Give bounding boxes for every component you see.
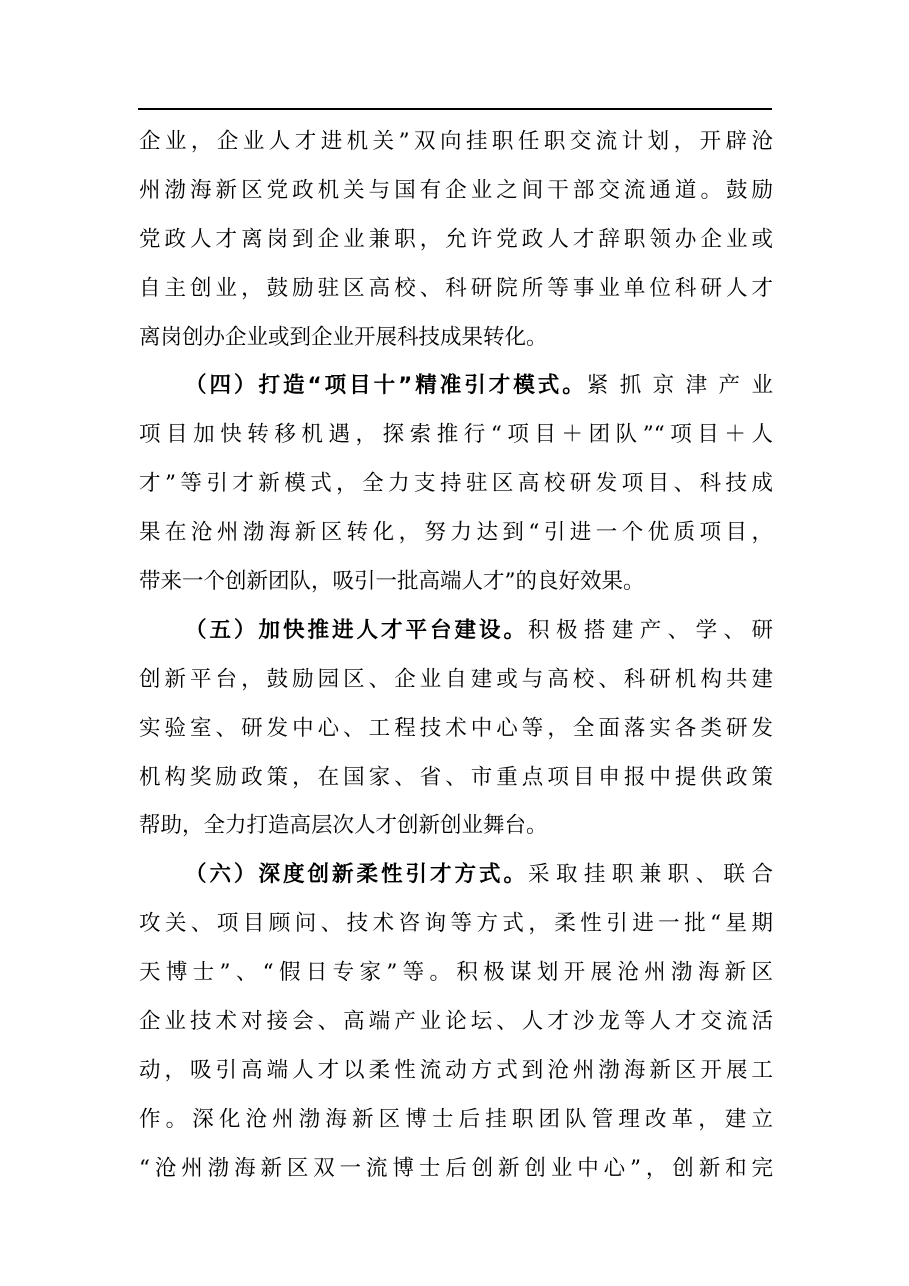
line-text: 天博士”、“假日专家”等。积极谋划开展沧州渤海新区 — [139, 960, 773, 986]
text-line — [139, 998, 773, 1047]
header-rule — [138, 108, 772, 110]
line-text: 才”等引才新模式，全力支持驻区高校研发项目、科技成 — [139, 471, 773, 497]
line-text: 紧抓京津产业 — [586, 373, 773, 399]
line-text: 企业，企业人才进机关”双向挂职任职交流计划，开辟沧 — [139, 129, 773, 154]
text-line — [139, 314, 773, 363]
line-text: 果在沧州渤海新区转化，努力达到“引进一个优质项目， — [139, 520, 773, 546]
text-line — [139, 656, 773, 705]
line-text: 帮助，全力打造高层次人才创新创业舞台。 — [139, 813, 548, 839]
section-heading: （五）加快推进人才平台建设。 — [185, 617, 529, 643]
text-line — [139, 802, 773, 851]
text-line — [139, 509, 773, 558]
paragraph — [139, 118, 773, 362]
line-text: 作。深化沧州渤海新区博士后挂职团队管理改革，建立 — [139, 1106, 773, 1132]
paragraph — [139, 607, 773, 851]
paragraph — [139, 851, 773, 1193]
text-line — [139, 362, 773, 411]
text-line — [139, 118, 773, 167]
line-text: 实验室、研发中心、工程技术中心等，全面落实各类研发 — [139, 715, 773, 741]
line-text: 攻关、项目顾问、技术咨询等方式，柔性引进一批“星期 — [139, 911, 773, 937]
text-line — [139, 949, 773, 998]
text-line — [139, 216, 773, 265]
text-line — [139, 1145, 773, 1194]
line-text: 离岗创办企业或到企业开展科技成果转化。 — [139, 324, 548, 350]
section-heading: （四）打造“项目十”精准引才模式。 — [185, 373, 587, 399]
line-text: 机构奖励政策，在国家、省、市重点项目申报中提供政策 — [139, 764, 773, 790]
text-line — [139, 411, 773, 460]
line-text: 动，吸引高端人才以柔性流动方式到沧州渤海新区开展工 — [139, 1057, 773, 1083]
text-line — [139, 851, 773, 900]
line-text: “沧州渤海新区双一流博士后创新创业中心”，创新和完 — [139, 1155, 773, 1181]
paragraph — [139, 362, 773, 606]
line-text: 自主创业，鼓励驻区高校、科研院所等事业单位科研人才 — [139, 275, 773, 301]
section-heading: （六）深度创新柔性引才方式。 — [185, 862, 529, 888]
line-text: 采取挂职兼职、联合 — [528, 862, 773, 888]
text-line — [139, 265, 773, 314]
line-text: 积极搭建产、学、研 — [528, 617, 773, 643]
text-line — [139, 1096, 773, 1145]
text-line — [139, 460, 773, 509]
text-line — [139, 558, 773, 607]
line-text: 企业技术对接会、高端产业论坛、人才沙龙等人才交流活 — [139, 1009, 773, 1035]
text-line — [139, 607, 773, 656]
document-body — [139, 118, 773, 1194]
line-text: 带来一个创新团队，吸引一批高端人才”的良好效果。 — [139, 569, 645, 595]
text-line — [139, 1047, 773, 1096]
text-line — [139, 900, 773, 949]
line-text: 州渤海新区党政机关与国有企业之间干部交流通道。鼓励 — [139, 177, 773, 203]
line-text: 党政人才离岗到企业兼职，允许党政人才辞职领办企业或 — [139, 226, 773, 252]
line-text: 项目加快转移机遇，探索推行“项目＋团队”“项目＋人 — [139, 422, 773, 448]
text-line — [139, 754, 773, 803]
text-line — [139, 167, 773, 216]
line-text: 创新平台，鼓励园区、企业自建或与高校、科研机构共建 — [139, 666, 773, 692]
text-line — [139, 705, 773, 754]
